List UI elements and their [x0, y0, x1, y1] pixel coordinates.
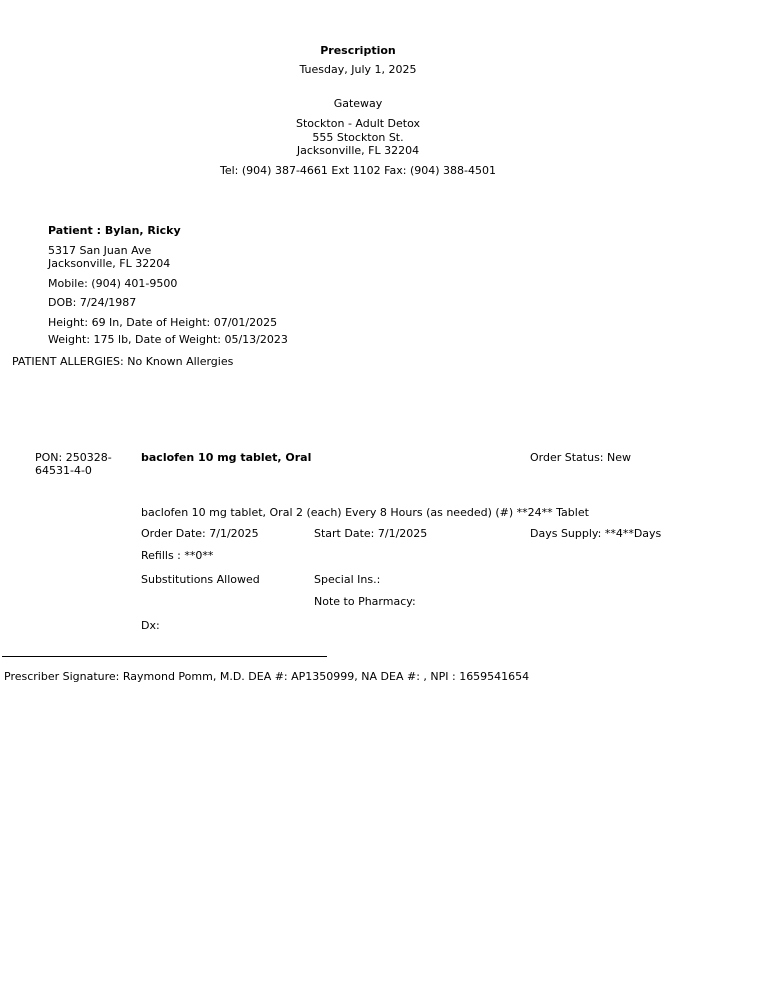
patient-dob: DOB: 7/24/1987	[48, 296, 137, 309]
prescriber-signature: Prescriber Signature: Raymond Pomm, M.D. DEA #: AP1350999, NA DEA #: , NPI : 1659541654	[4, 670, 530, 683]
note-to-pharmacy: Note to Pharmacy:	[314, 595, 416, 608]
document-title: Prescription	[320, 44, 396, 57]
order-date: Order Date: 7/1/2025	[141, 527, 259, 540]
special-instructions: Special Ins.:	[314, 573, 381, 586]
facility-contact: Tel: (904) 387-4661 Ext 1102 Fax: (904) 388-4501	[220, 164, 496, 177]
start-date: Start Date: 7/1/2025	[314, 527, 428, 540]
facility-name: Stockton - Adult Detox	[295, 117, 421, 130]
drug-title: baclofen 10 mg tablet, Oral	[141, 451, 312, 464]
patient-height: Height: 69 In, Date of Height: 07/01/2025	[48, 316, 278, 329]
days-supply: Days Supply: **4**Days	[530, 527, 662, 540]
drug-sig: baclofen 10 mg tablet, Oral 2 (each) Every 8 Hours (as needed) (#) **24** Tablet	[141, 506, 589, 519]
patient-mobile: Mobile: (904) 401-9500	[48, 277, 178, 290]
facility-city: Jacksonville, FL 32204	[296, 144, 420, 157]
patient-city: Jacksonville, FL 32204	[48, 257, 171, 270]
prescription-date: Tuesday, July 1, 2025	[299, 63, 417, 76]
substitutions: Substitutions Allowed	[141, 573, 260, 586]
pon-number-line1: PON: 250328-	[35, 451, 112, 464]
patient-weight: Weight: 175 lb, Date of Weight: 05/13/2023	[48, 333, 288, 346]
diagnosis: Dx:	[141, 619, 160, 632]
order-status: Order Status: New	[530, 451, 632, 464]
facility-street: 555 Stockton St.	[312, 131, 404, 144]
refills: Refills : **0**	[141, 549, 214, 562]
patient-street: 5317 San Juan Ave	[48, 244, 152, 257]
patient-allergies: PATIENT ALLERGIES: No Known Allergies	[12, 355, 234, 368]
patient-name: Patient : Bylan, Ricky	[48, 224, 181, 237]
organization-name: Gateway	[333, 97, 383, 110]
signature-line	[2, 656, 327, 657]
pon-number-line2: 64531-4-0	[35, 464, 92, 477]
